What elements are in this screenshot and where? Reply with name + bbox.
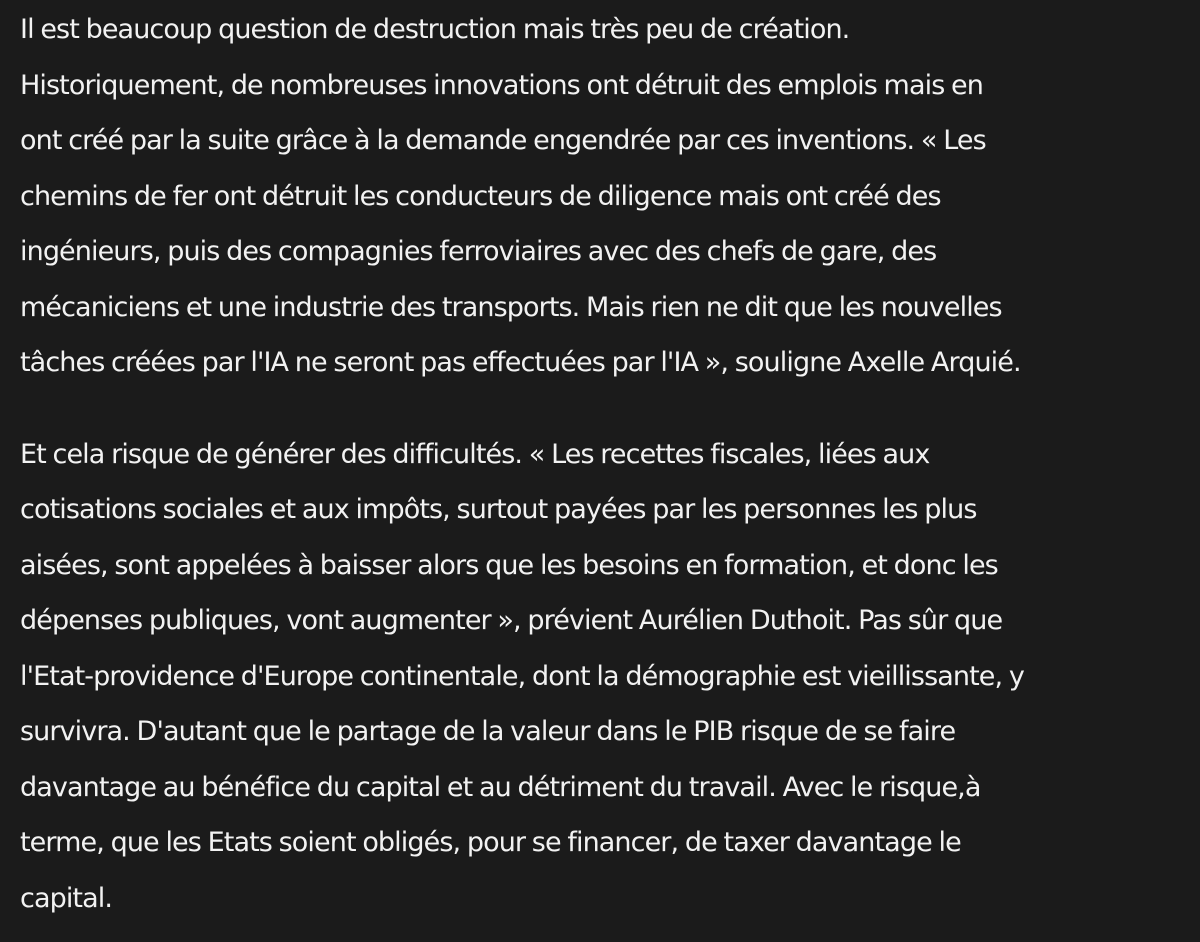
text-line: dépenses publiques, vont augmenter », prévient Aurélien Duthoit. Pas sûr que: [20, 605, 1003, 636]
text-line: mécaniciens et une industrie des transports. Mais rien ne dit que les nouvelles: [20, 291, 1002, 323]
text-line: aisées, sont appelées à baisser alors que les besoins en formation, et donc les: [20, 549, 998, 581]
text-line: Il est beaucoup question de destruction mais très peu de création.: [20, 14, 850, 45]
text-line: cotisations sociales et aux impôts, surtout payées par les personnes les plus: [20, 494, 977, 525]
text-line: chemins de fer ont détruit les conducteurs de diligence mais ont créé des: [20, 180, 941, 212]
text-line: davantage au bénéfice du capital et au détriment du travail. Avec le risque,à: [20, 771, 981, 803]
text-line: l'Etat-providence d'Europe continentale, dont la démographie est vieillissante, y: [20, 660, 1024, 692]
text-line: Historiquement, de nombreuses innovations ont détruit des emplois mais en: [20, 69, 983, 101]
text-line: terme, que les Etats soient obligés, pour se financer, de taxer davantage le: [20, 827, 961, 858]
text-line: ingénieurs, puis des compagnies ferroviaires avec des chefs de gare, des: [20, 236, 937, 267]
text-line: capital.: [20, 882, 113, 914]
paragraph-fiscal-risks: [20, 427, 1200, 927]
text-line: survivra. D'autant que le partage de la valeur dans le PIB risque de se faire: [20, 716, 956, 747]
text-line: tâches créées par l'IA ne seront pas effectuées par l'IA », souligne Axelle Arquié.: [20, 347, 1021, 378]
text-line: Et cela risque de générer des difficultés. « Les recettes fiscales, liées aux: [20, 438, 930, 470]
paragraph-job-creation: [20, 2, 1200, 391]
text-line: ont créé par la suite grâce à la demande engendrée par ces inventions. « Les: [20, 125, 986, 156]
